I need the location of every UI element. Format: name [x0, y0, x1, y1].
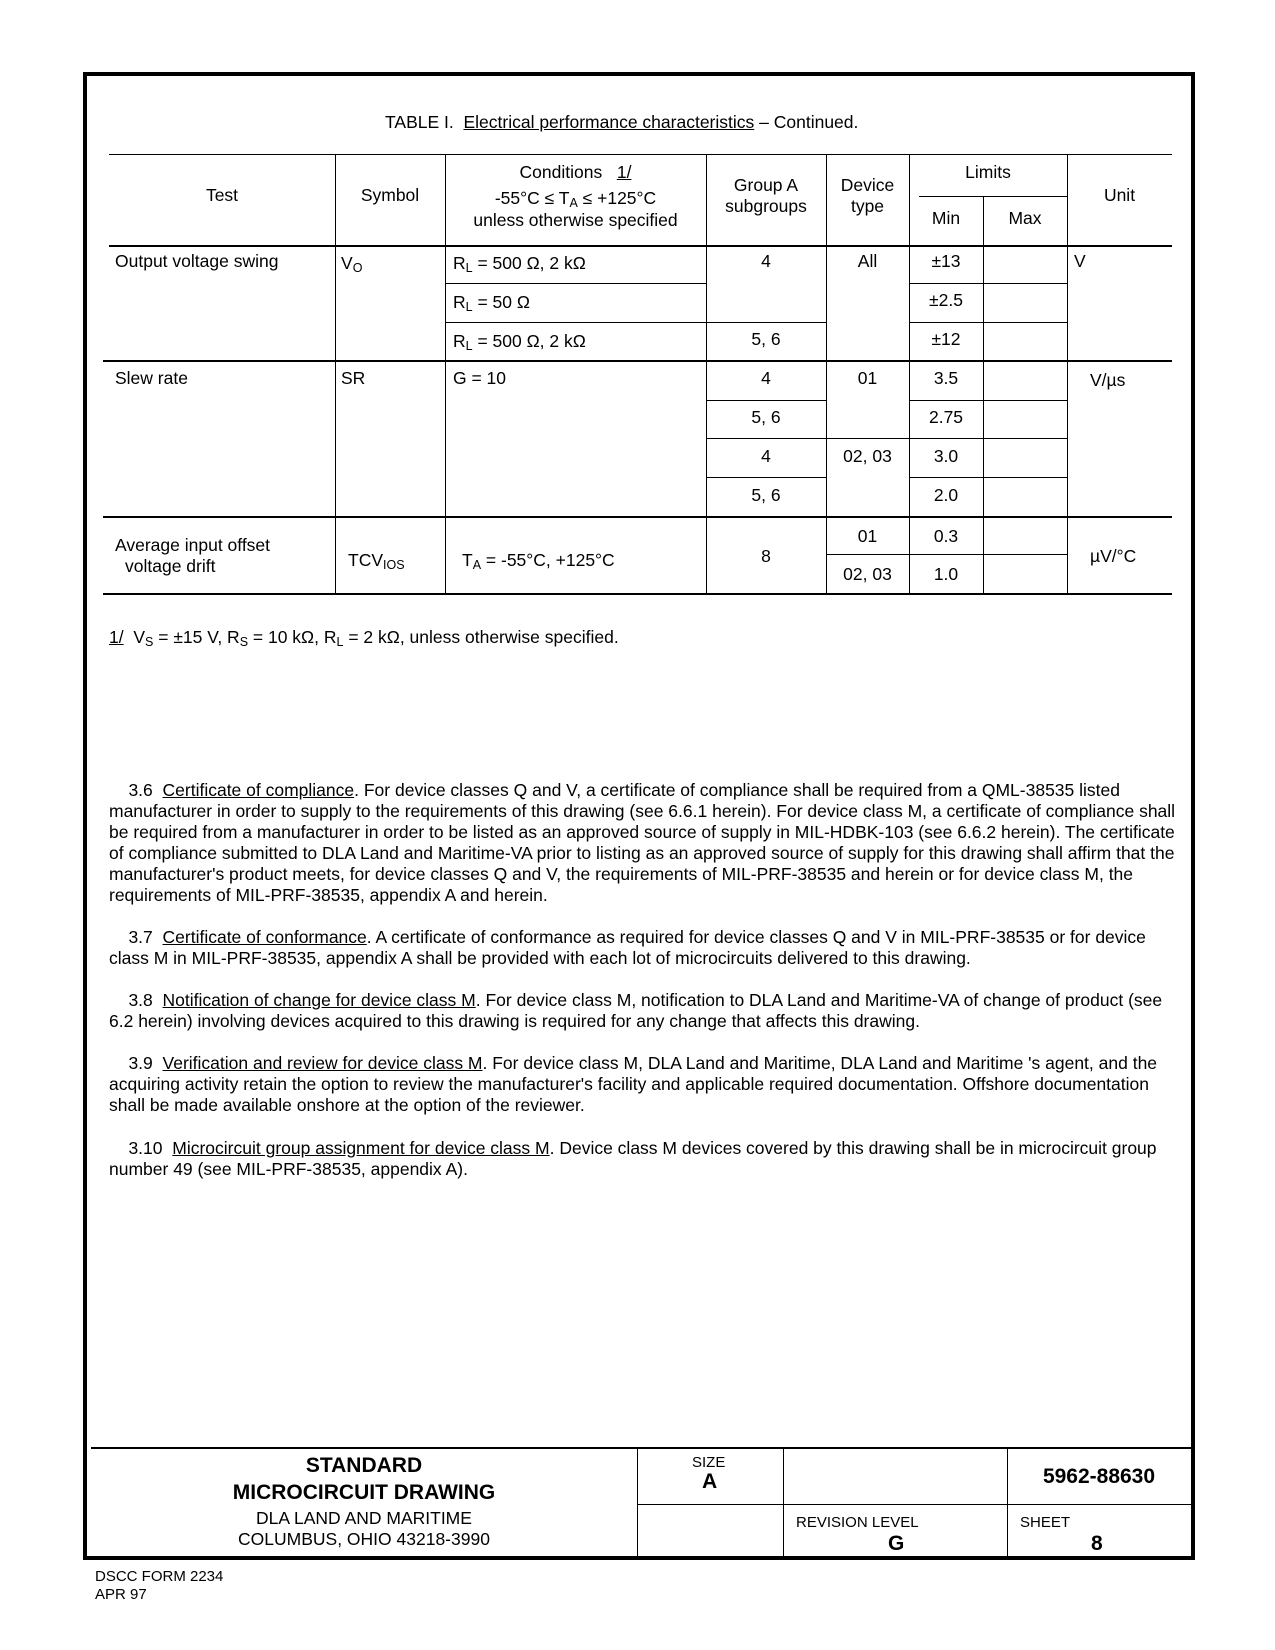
paragraph-3-6: 3.6 Certificate of compliance. For device classes Q and V, a certificate of compliance shall be required from a QML-38535 listed manufacturer in order to supply to the requirements of this drawing (see 6.6.1 herein). For device class M, a certificate of compliance shall be required from a manufacturer in order to be listed as an approved source of supply in MIL-HDBK-103 (see 6.6.2 herein). The certificate of compliance submitted to DLA Land and Maritime-VA prior to listing as an approved source of supply for this drawing shall affirm that the manufacturer's product meets, for device classes Q and V, the requirements of MIL-PRF-38535 and herein or for device class M, the requirements of MIL-PRF-38535, appendix A and herein. — [109, 780, 1176, 905]
row-slew-rate-condition: G = 10 — [453, 368, 507, 388]
row-output-voltage-min2: ±2.5 — [929, 290, 963, 310]
row-output-voltage-symbol: $V_O$ — [341, 253, 363, 275]
header-conditions-range: $-55^\circ C \le T_A \le +125^\circ C$ — [494, 188, 657, 210]
title-block-drawing: MICROCIRCUIT DRAWING — [232, 1481, 496, 1504]
row-slew-rate-device2: 02, 03 — [843, 446, 892, 466]
table-footnote: 1/ $V_S = \pm 15$ V, $R_S = 10$ kΩ, $R_L = 2$ kΩ, unless otherwise specified. — [109, 627, 619, 649]
sheet-label: SHEET — [1020, 1514, 1071, 1531]
form-number: DSCC FORM 2234 — [95, 1568, 224, 1585]
row-slew-rate-subgroup: 4 — [761, 446, 771, 466]
row-slew-rate-min: 2.0 — [933, 485, 959, 505]
paragraph-3-10: 3.10 Microcircuit group assignment for device class M. Device class M devices covered by this drawing shall be in microcircuit group number 49 (see MIL-PRF-38535, appendix A). — [109, 1138, 1157, 1179]
title-block-standard: STANDARD — [305, 1454, 423, 1477]
row-drift-condition: $T_A = -55^\circ C$, +125°C — [462, 550, 615, 572]
drawing-number: 5962-88630 — [1042, 1465, 1156, 1488]
header-max: Max — [1008, 208, 1042, 228]
row-output-voltage-cond1: $R_L = 500$ Ω, 2 kΩ — [453, 253, 586, 275]
sheet-value: 8 — [1091, 1532, 1103, 1555]
table-caption: TABLE I. Electrical performance characteristics – Continued. — [385, 112, 859, 132]
revision-label: REVISION LEVEL — [796, 1514, 919, 1531]
header-type: type — [850, 196, 885, 216]
row-output-voltage-min1: ±13 — [931, 251, 961, 271]
row-output-voltage-subgroup1: 4 — [761, 251, 771, 271]
row-drift-min2: 1.0 — [933, 564, 959, 584]
row-output-voltage-unit: V — [1074, 251, 1086, 271]
title-block-address: COLUMBUS, OHIO 43218-3990 — [238, 1529, 490, 1549]
header-limits: Limits — [965, 162, 1011, 182]
size-value: A — [702, 1470, 718, 1493]
row-drift-device1: 01 — [857, 526, 878, 546]
size-label: SIZE — [692, 1454, 726, 1471]
paragraph-3-8: 3.8 Notification of change for device class M. For device class M, notification to DLA Land and Maritime-VA of change of product (see 6.2 herein) involving devices acquired to this drawing is required for any change that affects this drawing. — [109, 990, 1163, 1031]
row-slew-rate-min: 2.75 — [928, 407, 964, 427]
row-slew-rate-test: Slew rate — [115, 368, 188, 388]
row-slew-rate-subgroup: 5, 6 — [751, 407, 781, 427]
row-drift-unit: µV/°C — [1090, 546, 1137, 566]
header-conditions: Conditions 1/ — [519, 162, 632, 182]
table-caption-title: Electrical performance characteristics — [463, 112, 755, 132]
header-group-a: Group A — [733, 175, 799, 195]
header-subgroups: subgroups — [725, 196, 807, 216]
row-drift-test-line1: Average input offset — [115, 535, 271, 555]
row-output-voltage-min3: ±12 — [931, 329, 961, 349]
row-slew-rate-subgroup: 4 — [761, 368, 771, 388]
row-slew-rate-min: 3.0 — [933, 446, 959, 466]
paragraph-3-7: 3.7 Certificate of conformance. A certificate of conformance as required for device classes Q and V in MIL-PRF-38535 or for device class M in MIL-PRF-38535, appendix A shall be provided with each lot of microcircuits delivered to this drawing. — [109, 927, 1146, 968]
header-test: Test — [205, 185, 239, 205]
row-drift-symbol: $TCV_{IOS}$ — [348, 550, 405, 572]
header-device: Device — [840, 175, 895, 195]
row-drift-min1: 0.3 — [933, 526, 959, 546]
row-drift-subgroup: 8 — [761, 546, 771, 566]
header-conditions-note: unless otherwise specified — [473, 210, 678, 230]
title-block-agency: DLA LAND AND MARITIME — [256, 1508, 472, 1528]
paragraph-3-9: 3.9 Verification and review for device class M. For device class M, DLA Land and Maritime, DLA Land and Maritime 's agent, and the acquiring activity retain the option to review the manufacturer's facility and applicable required documentation. Offshore documentation shall be made available onshore at the option of the reviewer. — [109, 1053, 1158, 1115]
revision-value: G — [888, 1532, 905, 1555]
row-slew-rate-min: 3.5 — [933, 368, 959, 388]
row-output-voltage-cond3: $R_L = 500$ Ω, 2 kΩ — [453, 331, 586, 353]
header-min: Min — [931, 208, 961, 228]
row-output-voltage-subgroup2: 5, 6 — [751, 329, 781, 349]
row-slew-rate-symbol: SR — [341, 368, 366, 388]
header-symbol: Symbol — [360, 185, 420, 205]
header-unit: Unit — [1103, 185, 1136, 205]
row-slew-rate-subgroup: 5, 6 — [751, 485, 781, 505]
form-date: APR 97 — [95, 1586, 147, 1603]
row-output-voltage-test: Output voltage swing — [115, 251, 279, 271]
row-output-voltage-cond2: $R_L = 50$ Ω — [453, 292, 530, 314]
row-slew-rate-device1: 01 — [857, 368, 878, 388]
row-drift-test-line2: voltage drift — [125, 556, 216, 576]
row-slew-rate-unit: V/µs — [1090, 370, 1126, 390]
row-output-voltage-device: All — [857, 251, 878, 271]
row-drift-device2: 02, 03 — [843, 564, 892, 584]
